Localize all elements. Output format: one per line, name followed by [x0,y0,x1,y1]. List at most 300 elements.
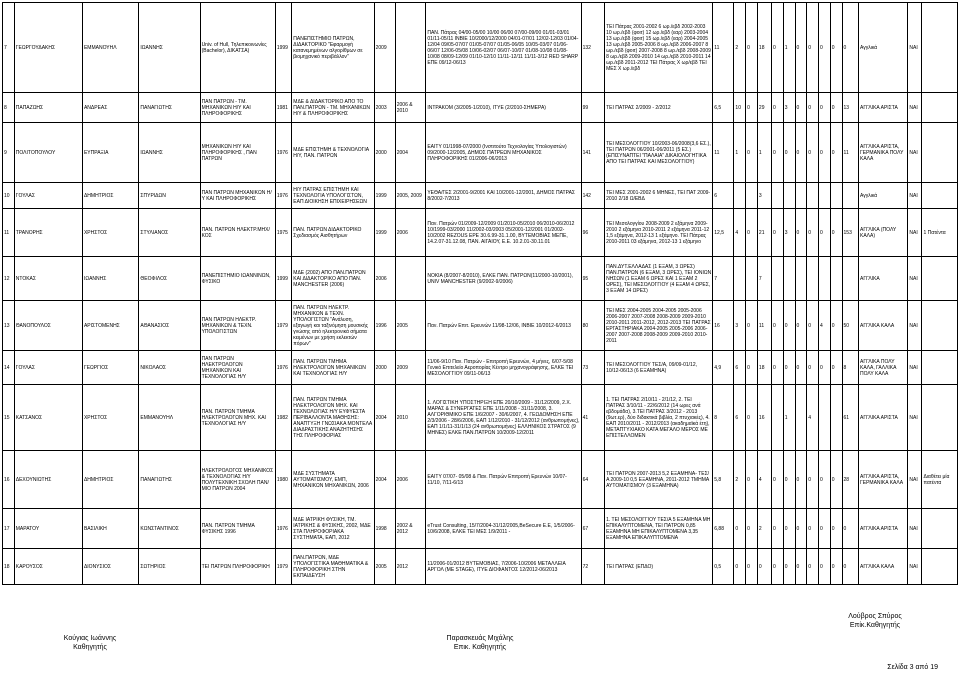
cell-surname: ΤΡΑΝΟΡΗΣ [14,209,82,257]
cell-n6: 0 [795,509,807,549]
cell-degree-year: 1979 [275,549,291,585]
cell-no: 14 [3,351,15,385]
cell-n4: 0 [772,209,784,257]
cell-teaching: ΠΑΝ.ΔΥΤ.ΕΛΛΑΔΑΣ (1 ΕΞΑΜ, 3 ΩΡΕΣ) ΠΑΝ.ΠΑΤΡΩΝ (6 ΕΞΑΜ, 3 ΩΡΕΣ), ΤΕΙ ΙΟΝΙΩΝ ΝΗΣΩΝ (1 ΕΞΑΜ 6 ΩΡΕΣ ΚΑΙ 1 ΕΞΑΜ 2 ΩΡΕΣ), ΤΕΙ ΜΕΣΟΛΟΓΓΙΟΥ (4 ΕΞΑΜ 4 ΩΡΕΣ, 3 ΕΞΑΜ 14 ΩΡΕΣ) [605,257,713,301]
cell-teaching-pts: 16 [713,301,734,351]
cell-n6: 0 [795,451,807,509]
cell-no: 13 [3,301,15,351]
table-row [3,509,958,549]
cell-teaching-pts: 8 [713,385,734,451]
cell-eligible: ΝΑΙ [908,209,922,257]
cell-degree-year: 1976 [275,123,291,183]
cell-note [922,301,958,351]
cell-n3: 29 [757,93,771,123]
cell-no: 9 [3,123,15,183]
cell-extra-year [395,257,426,301]
cell-experience-pts: 73 [581,351,605,385]
cell-n9 [830,183,842,209]
cell-n1: 2 [734,451,746,509]
cell-languages: ΑΓΓΛΙΚΑ ΚΑΛΑ [858,549,907,585]
cell-n6: 0 [795,301,807,351]
cell-n4: 0 [772,93,784,123]
signature-center-title: Επικ. Καθηγητής [453,644,507,651]
cell-n10: 11 [842,123,858,183]
cell-degree: ΠΑΝ ΠΑΤΡΩΝ ΜΗΧΑΝΙΚΩΝ Η/Υ ΚΑΙ ΠΛΗΡΟΦΟΡΙΚΗΣ [200,183,275,209]
cell-n5 [783,257,795,301]
cell-languages: ΑΓΓΛΙΚΑ ΠΟΛΥ ΚΑΛΑ, ΓΑΛΛΙΚΑ ΠΟΛΥ ΚΑΛΑ [858,351,907,385]
cell-degree: ΤΕΙ ΠΑΤΡΩΝ ΠΛΗΡΟΦΟΡΙΚΗ [200,549,275,585]
signature-center [420,634,540,652]
cell-n7: 0 [807,451,819,509]
cell-n8: 0 [819,209,831,257]
cell-n4 [772,385,784,451]
cell-eligible: ΝΑΙ [908,123,922,183]
cell-languages: ΑΓΓΛΙΚΑ [858,257,907,301]
cell-postgrad: ΜΔΕ ΙΑΤΡΙΚΗ ΦΥΣΙΚΗ, ΤΜ. ΙΑΤΡΙΚΗΣ & ΦΥΣΙΚΗΣ, 2002, ΜΔΕ ΣΤΑ ΠΛΗΡΟΦΟΡΙΑΚΑ ΣΥΣΤΗΜΑΤΑ, ΕΑΠ, 2012 [292,509,374,549]
cell-father: ΙΩΑΝΝΗΣ [139,3,200,93]
cell-n1: 0 [734,549,746,585]
cell-no: 16 [3,451,15,509]
cell-teaching-pts: 7 [713,257,734,301]
cell-postgrad: ΠΑΝ. ΠΑΤΡΩΝ ΤΜΗΜΑ ΗΛΕΚΤΡΟΛΟΓΩΝ ΜΗΧ. ΚΑΙ ΤΕΧΝΟΛΟΓΙΑΣ Η/Υ ΕΥΦΥΕΣΤΑ ΠΕΡΙΒΑΛΛΟΝΤΑ ΜΑΘΗΣΗΣ: ΑΝΑΠΤΥΞΗ ΓΝΩΣΙΑΚΑ ΜΟΝΤΕΛΑ ΔΙΑΔΡΑΣΤΙΚΗΣ ΑΝΑΖΗΤΗΣΗΣ ΤΗΣ ΠΛΗΡΟΦΟΡΙΑΣ [292,385,374,451]
cell-surname: ΠΑΠΑΖΩΗΣ [14,93,82,123]
cell-experience: ΥΕΘΑ/ΓΕΣ 2/2001-9/2001 ΚΑΙ 10/2001-12/2001, ΔΗΜΟΣ ΠΑΤΡΑΣ 8/2002-7/2013 [426,183,581,209]
cell-n7 [807,257,819,301]
cell-teaching: ΤΕΙ ΠΑΤΡΑΣ (ΕΠΔΟ) [605,549,713,585]
cell-postgrad: ΠΑΝΕΠΙΣΤΗΜΙΟ ΠΑΤΡΩΝ, ΔΙΔΑΚΤΟΡΙΚΟ "Εφαρμογή κατανεμημένων αλγορίθμων σε βιομηχανικό περιβάλλον" [292,3,374,93]
cell-degree: ΠΑΝ. ΠΑΤΡΩΝ ΤΜΗΜΑ ΦΥΣΙΚΗΣ 1996 [200,509,275,549]
cell-note [922,3,958,93]
cell-n10 [842,257,858,301]
cell-n8: 0 [819,3,831,93]
cell-teaching: ΤΕΙ Πάτρας 2001-2002 6 ωρ./εβδ 2002-2003 10 ωρ./εβδ (φοιτ) 12 ωρ./εβδ (εαρ) 2003-2004 13 ωρ./εβδ (φοιτ) 15 ωρ./εβδ (εαρ) 2004-2005 13 ωρ./εβδ 2005-2006 8 ωρ./εβδ 2006-2007 8 ωρ./εβδ (φοιτ) 2007-2008 8 ωρ./εβδ 2008-2009 8 ωρ./εβδ 2009-2010 14 ωρ./εβδ 2010-2011 14 ωρ./εβδ 2011-2012 ΤΕΙ Πάτρας Χ ωρ/εβδ ΤΕΙ ΜΕΣ Χ ωρ./εβδ [605,3,713,93]
cell-experience: ΠΑΝ. Πάτρας 04/00-05/00 10/00 06/00 07/00-09/00 01/01-03/01 01/11-05/11 ΙΝΒΙΕ 10/2000/12/2000 04/01-07/01 12/02-12/03 01/04-12/04 09/05-07/07 01/05-07/07 01/05-06/05 10/05-03/07 01/06-06/07 12/06-05/08 10/06-02/07 06/07-10/07 01/08-10/08 01/08-10/08 08/09-12/09 01/10-12/10 11/11-12/11 11/11-3/12 RED SHARP ΕΠΕ 09/12-06/13 [426,3,581,93]
cell-n5: 0 [783,301,795,351]
cell-n9: 0 [830,123,842,183]
cell-eligible: ΝΑΙ [908,385,922,451]
cell-postgrad: Η/Υ ΠΑΤΡΑΣ ΕΠΙΣΤΗΜΗ ΚΑΙ ΤΕΧΝΟΛΟΓΙΑ ΥΠΟΛΟΓΙΣΤΩΝ, ΕΑΠ ΔΙΟΙΚΗΣΗ ΕΠΙΧΕΙΡΗΣΕΩΝ [292,183,374,209]
cell-extra-year [395,3,426,93]
signature-center-name: Παρασκευάς Μιχάλης [446,635,514,642]
cell-experience-pts: 141 [581,123,605,183]
cell-eligible: ΝΑΙ [908,93,922,123]
cell-n1: 2 [734,3,746,93]
candidates-table [2,2,958,585]
cell-n7 [807,183,819,209]
cell-experience: 11/06-9/10 Παν. Πατρών - Επιτροπή Ερευνών, 4 μήνες, 6/07-5/08 Γενικό Επιτελείο Αεροπορίας Κέντρο μηχανογράφησης, ΕΛΚΕ ΤΕΙ ΜΕΣΟΛΟΓΓΙΟΥ 09/11-06/13 [426,351,581,385]
cell-degree: Univ. of Hull, Τηλεπικοινωνίες (Bachelor), ΔΙΚΑΤΣΑ) [200,3,275,93]
signature-left-name: Κούγιας Ιωάννης [63,635,117,642]
cell-languages: ΑΓΓΛΙΚΑ (ΠΟΛΥ ΚΑΛΑ) [858,209,907,257]
cell-n7: 0 [807,3,819,93]
cell-note: 1 Πατέντα [922,209,958,257]
cell-n8: 0 [819,549,831,585]
cell-n4 [772,257,784,301]
cell-note [922,385,958,451]
cell-experience-pts: 72 [581,549,605,585]
cell-n2: 0 [746,301,758,351]
cell-postgrad-year: 2006 [374,257,395,301]
cell-teaching-pts: 4,9 [713,351,734,385]
cell-extra-year: 2005, 2009 [395,183,426,209]
cell-n3: 2 [757,509,771,549]
table-row [3,123,958,183]
cell-father: ΣΤΥΛΙΑΝΟΣ [139,209,200,257]
cell-postgrad-year: 2003 [374,93,395,123]
cell-name: ΑΝΔΡΕΑΣ [82,93,138,123]
cell-surname: ΜΑΡΑΤΟΥ [14,509,82,549]
cell-father: ΠΑΝΑΓΙΩΤΗΣ [139,451,200,509]
cell-note [922,509,958,549]
cell-n10: 28 [842,451,858,509]
cell-n2: 0 [746,451,758,509]
cell-n7: 0 [807,549,819,585]
table-row [3,451,958,509]
cell-n5: 0 [783,351,795,385]
cell-name: ΔΙΟΝΥΣΙΟΣ [82,549,138,585]
cell-n2 [746,257,758,301]
cell-postgrad: ΠΑΝ. ΠΑΤΡΩΝ ΤΜΗΜΑ ΗΛΕΚΤΡΟΛΟΓΩΝ ΜΗΧΑΝΙΚΩΝ ΚΑΙ ΤΕΧΝΟΛΟΓΙΑΣ Η/Υ [292,351,374,385]
cell-n9: 0 [830,301,842,351]
cell-extra-year: 2006 [395,209,426,257]
cell-postgrad-year: 2004 [374,451,395,509]
cell-n8: 0 [819,123,831,183]
cell-n6: 0 [795,93,807,123]
cell-n1 [734,257,746,301]
cell-experience-pts: 41 [581,385,605,451]
cell-eligible: ΝΑΙ [908,257,922,301]
cell-degree: ΠΑΝ ΠΑΤΡΩΝ ΗΛΕΚΤΡΟΛΟΓΩΝ ΜΗΧΑΝΙΚΩΝ ΚΑΙ ΤΕΧΝΟΛΟΓΙΑΣ Η/Υ [200,351,275,385]
cell-n6 [795,257,807,301]
cell-n10: 0 [842,509,858,549]
table-row [3,549,958,585]
cell-n9 [830,385,842,451]
cell-name: ΧΡΗΣΤΟΣ [82,209,138,257]
cell-name: ΔΗΜΗΤΡΙΟΣ [82,451,138,509]
cell-surname: ΠΟΛΙΤΟΠΟΥΛΟΥ [14,123,82,183]
cell-note [922,123,958,183]
cell-surname: ΓΕΩΡΓΟΥΔΑΚΗΣ [14,3,82,93]
signature-left [30,634,150,652]
cell-postgrad: ΠΑΝ. ΠΑΤΡΩΝ ΔΙΔΑΚΤΟΡΙΚΟ Σχεδιασμός Αισθητήρων [292,209,374,257]
cell-note [922,183,958,209]
cell-languages: Αγγλικά [858,3,907,93]
cell-postgrad: ΜΔΕ ΣΥΣΤΗΜΑΤΑ ΑΥΤΟΜΑΤΙΣΜΟΥ, ΕΜΠ, ΜΗΧΑΝΙΚΩΝ ΜΗΧΑΝΙΚΩΝ, 2006 [292,451,374,509]
cell-teaching-pts: 6,88 [713,509,734,549]
cell-no: 8 [3,93,15,123]
cell-teaching: ΤΕΙ ΠΑΤΡΩΝ 2007-2013 5,2 ΕΞΑΜΗΝΑ- ΤΕΣ/Α 2009-10 0,5 ΕΞΑΜΗΝΑ, 2011-2012 ΤΜΗΜΑ ΑΥΤΟΜΑΤΙΣΜΟΥ (3 ΕΞΑΜΗΝΑ) [605,451,713,509]
cell-n9 [830,257,842,301]
cell-eligible: ΝΑΙ [908,351,922,385]
table-row [3,385,958,451]
cell-n1: 6 [734,351,746,385]
cell-postgrad-year: 2004 [374,385,395,451]
cell-name: ΓΕΩΡΓΙΟΣ [82,351,138,385]
cell-extra-year: 2006 & 2010 [395,93,426,123]
cell-experience-pts: 132 [581,3,605,93]
cell-experience: Παν. Πατρών 01/2009-12/2009 01/2010-05/2010 06/2010-06/2012 10/1999-03/2000 11/2002-03/2003 05/2001-12/2001 01/2002-10/2002 REZOUS EPE 30.6.99-31.1.00, ΒΥΤΕΜΟΒΙΑΣ ΜΕΠΕ, 14.2.07-31.12.08, ΠΑΝ. ΑΙΓΑΙΟΥ, Ε.Ε. 10.2.01-30.11.01 [426,209,581,257]
cell-father: ΕΜΜΑΝΟΥΗΛ [139,385,200,451]
cell-n8 [819,385,831,451]
cell-experience-pts: 96 [581,209,605,257]
cell-n7: 0 [807,93,819,123]
cell-n7: 0 [807,351,819,385]
cell-postgrad: ΜΔΕ (2002) ΑΠΟ ΠΑΝ.ΠΑΤΡΩΝ ΚΑΙ ΔΙΔΑΚΤΟΡΙΚΟ ΑΠΟ ΠΑΝ. MANCHESTER (2006) [292,257,374,301]
cell-n4: 0 [772,123,784,183]
cell-teaching: ΤΕΙ ΜΕΣΟΛΟΓΓΙΟΥ 10/2003-06/2008(3,6 ΕΣ.), ΤΕΙ ΠΑΤΡΩΝ 06/2001-06/2011 (5 ΕΣ.) (ΕΠΙΣΥΝΑΠΤΕΙ "ΠΑΛΑΙΑ" ΔΙΚΑΙΟΛΟΓΗΤΙΚΑ ΑΠΟ ΤΕΙ ΠΑΤΡΑΣ ΚΑΙ ΜΕΣΟΛΟΓΓΙΟΥ) [605,123,713,183]
cell-teaching: ΤΕΙ ΜΕΣ 2001-2002 6 ΜΗΝΕΣ, ΤΕΙ ΠΑΤ 2009-2010 2/18 Ω/ΕΒΔ [605,183,713,209]
cell-n5: 1 [783,385,795,451]
cell-experience-pts: 80 [581,301,605,351]
signature-left-title: Καθηγητής [73,644,107,651]
cell-n3: 3 [757,183,771,209]
cell-degree-year: 1981 [275,93,291,123]
cell-father: ΑΘΑΝΑΣΙΟΣ [139,301,200,351]
cell-name: ΔΗΜΗΤΡΙΟΣ [82,183,138,209]
cell-extra-year: 2002 & 2012 [395,509,426,549]
cell-n9: 0 [830,3,842,93]
cell-surname: ΚΑΤΣΑΝΟΣ [14,385,82,451]
cell-degree-year: 1979 [275,301,291,351]
cell-n7: 4 [807,385,819,451]
cell-n2: 0 [746,3,758,93]
cell-n3: 16 [757,385,771,451]
cell-eligible: ΝΑΙ [908,183,922,209]
cell-degree: ΠΑΝ ΠΑΤΡΩΝ ΗΛΕΚΤΡ. ΜΗΧΑΝΙΚΩΝ & ΤΕΧΝ. ΥΠΟΛΟΓΙΣΤΩΝ [200,301,275,351]
cell-n10: 8 [842,351,858,385]
cell-extra-year: 2010 [395,385,426,451]
cell-n1: 6 [734,385,746,451]
cell-postgrad-year: 2005 [374,549,395,585]
cell-experience: 1. ΛΟΓΙΣΤΙΚΗ ΥΠΟΣΤΗΡΙΞΗ ΕΠΕ 20/10/2009 - 31/12/2009, 2.Χ. ΜΑΡΑΣ & ΣΥΝΕΡΓΑΤΕΣ ΕΠΕ 1/11/2008 - 31/11/2008, 3. ΑΛΓΟΡΙΘΜΙΚΟ ΕΠΕ 1/6/2007 - 30/6/2007, 4. ΓΕΩΔΟΜΗΣΗ ΕΠΕ 2/3/2006 - 28/6/2006, ΕΑΠ 1/12/2010 - 31/12/2012 (ανθρωπομήνες), ΕΑΠ 1/1/11-31/1/13 (24 ανθρωπομήνες) ΕΛΛΗΝΙΚΟΣ ΣΤΡΑΤΟΣ (9 ΜΗΝΕΣ) ΕΛΚΕ ΠΑΝ.ΠΑΤΡΩΝ 10/2009-12/2011 [426,385,581,451]
cell-n1: 0 [734,509,746,549]
cell-languages: ΑΓΓΛΙΚΑ ΑΡΙΣΤΑ, ΓΕΡΜΑΝΙΚΑ ΚΑΛΑ [858,451,907,509]
cell-postgrad-year: 2000 [374,351,395,385]
table-row [3,209,958,257]
cell-n4: 0 [772,301,784,351]
cell-n1: 10 [734,93,746,123]
cell-n7: 0 [807,509,819,549]
cell-name: ΙΩΑΝΝΗΣ [82,257,138,301]
cell-no: 18 [3,549,15,585]
cell-n5: 0 [783,509,795,549]
cell-surname: ΚΑΡΟΥΣΟΣ [14,549,82,585]
cell-n6: 0 [795,549,807,585]
cell-no: 7 [3,3,15,93]
table-row [3,301,958,351]
cell-postgrad-year: 1999 [374,183,395,209]
cell-n10: 0 [842,549,858,585]
cell-n2: 0 [746,351,758,385]
cell-experience: ΙΝΤΡΑΚΟΜ (3/2005-1/2010), ΙΤΥΕ (2/2010-ΣΗΜΕΡΑ) [426,93,581,123]
cell-degree: ΜΗΧΑΝΙΚΩΝ Η/Υ ΚΑΙ ΠΛΗΡΟΦΟΡΙΚΗΣ , ΠΑΝ ΠΑΤΡΩΝ [200,123,275,183]
cell-degree-year: 1976 [275,183,291,209]
cell-teaching: ΤΕΙ ΜΕΣΟΛΟΓΓΙΟΥ ΤΕΣ/Α, 09/09-01/12, 10/12-06/13 (6 ΕΞΑΜΗΝΑ) [605,351,713,385]
cell-postgrad-year: 2000 [374,123,395,183]
cell-n3: 18 [757,351,771,385]
cell-n3: 7 [757,257,771,301]
cell-n3: 11 [757,301,771,351]
cell-n6 [795,385,807,451]
table-row [3,183,958,209]
cell-extra-year: 2009 [395,351,426,385]
cell-surname: ΝΤΟΚΑΣ [14,257,82,301]
cell-n4: 0 [772,451,784,509]
cell-n4: 0 [772,549,784,585]
cell-no: 12 [3,257,15,301]
cell-languages: ΑΓΓΛΙΚΑ ΑΡΙΣΤΑ [858,509,907,549]
cell-degree-year: 1975 [275,209,291,257]
cell-n4: 0 [772,3,784,93]
cell-experience: NOKIA (8/2007-8/2010), ΕΛΚΕ ΠΑΝ. ΠΑΤΡΩΝ(11/2000-10/2001), UNIV MANCHESTER (9/2002-9/2006) [426,257,581,301]
cell-teaching-pts: 11 [713,3,734,93]
cell-languages: ΑΓΓΛΙΚΑ ΚΑΛΑ [858,301,907,351]
cell-name: ΒΑΣΙΛΙΚΗ [82,509,138,549]
cell-name: ΕΥΠΡΑΞΙΑ [82,123,138,183]
cell-n10: 61 [842,385,858,451]
cell-n9: 0 [830,209,842,257]
cell-n4: 0 [772,509,784,549]
cell-no: 17 [3,509,15,549]
cell-postgrad-year: 1999 [374,209,395,257]
cell-father: ΠΑΝΑΓΙΩΤΗΣ [139,93,200,123]
cell-note [922,351,958,385]
cell-n3: 18 [757,3,771,93]
signature-right-name: Λούβρος Σπύρος [848,613,902,620]
cell-teaching-pts: 6 [713,183,734,209]
cell-teaching-pts: 11 [713,123,734,183]
cell-surname: ΔΕΧΟΥΝΙΩΤΗΣ [14,451,82,509]
cell-n1: 1 [734,123,746,183]
cell-n8 [819,257,831,301]
cell-degree: ΠΑΝ. ΠΑΤΡΩΝ ΤΜΗΜΑ ΗΛΕΚΤΡΟΛΟΓΩΝ ΜΗΧ. ΚΑΙ ΤΕΧΝΟΛΟΓΙΑΣ Η/Υ [200,385,275,451]
cell-degree-year: 1999 [275,257,291,301]
cell-degree-year: 1976 [275,351,291,385]
cell-note [922,93,958,123]
cell-postgrad-year: 2009 [374,3,395,93]
cell-n7: 0 [807,123,819,183]
cell-n9: 0 [830,509,842,549]
cell-surname: ΓΟΥΛΑΣ [14,351,82,385]
cell-n2: 0 [746,549,758,585]
cell-n5: 0 [783,123,795,183]
cell-eligible: ΝΑΙ [908,3,922,93]
cell-n8: 0 [819,351,831,385]
cell-n10 [842,183,858,209]
cell-degree: ΠΑΝ ΠΑΤΡΩΝ - ΤΜ. ΜΗΧΑΝΙΚΩΝ Η/Υ ΚΑΙ ΠΛΗΡΟΦΟΡΙΚΗΣ [200,93,275,123]
cell-eligible: ΝΑΙ [908,301,922,351]
cell-degree-year: 1999 [275,3,291,93]
cell-teaching-pts: 12,5 [713,209,734,257]
cell-degree: ΠΑΝΕΠΙΣΤΗΜΙΟ ΙΩΑΝΝΙΝΩΝ, ΦΥΣΙΚΟ [200,257,275,301]
cell-n4: 0 [772,351,784,385]
cell-n9: 0 [830,451,842,509]
cell-degree-year: 1982 [275,385,291,451]
cell-n8: 0 [819,451,831,509]
cell-experience: ΕΑΙΤΥ 07/07- 05/08 & Παν. Πατρών Επιτροπή Ερευνών 10/07-11/10, 7/11-6/13 [426,451,581,509]
cell-n1: 3 [734,301,746,351]
cell-n5: 0 [783,549,795,585]
cell-extra-year: 2012 [395,549,426,585]
cell-father: ΚΩΝΣΤΑΝΤΙΝΟΣ [139,509,200,549]
cell-teaching: ΤΕΙ ΠΑΤΡΑΣ 2/2009 - 2/2012 [605,93,713,123]
cell-teaching-pts: 6,5 [713,93,734,123]
cell-name: ΑΡΙΣΤΟΜΕΝΗΣ [82,301,138,351]
cell-n5 [783,183,795,209]
cell-n2: 0 [746,209,758,257]
cell-n3: 0 [757,549,771,585]
cell-n8: 4 [819,301,831,351]
cell-teaching-pts: 5,8 [713,451,734,509]
cell-note [922,549,958,585]
cell-name: ΕΜΜΑΝΟΥΗΛ [82,3,138,93]
cell-degree-year: 1980 [275,451,291,509]
page-number: Σελίδα 3 από 19 [887,664,938,671]
cell-father: ΝΙΚΟΛΑΟΣ [139,351,200,385]
cell-degree-year: 1976 [275,509,291,549]
cell-degree: ΗΛΕΚΤΡΟΛΟΓΟΣ ΜΗΧΑΝΙΚΟΣ & ΤΕΧΝΟΛΟΓΙΑΣ Η/Υ ΠΟΛΥΤΕΧΝΙΚΗ ΣΧΟΛΗ ΠΑΝ/ΜΙΟ ΠΑΤΡΩΝ 2004 [200,451,275,509]
cell-n9: 0 [830,93,842,123]
cell-n1 [734,183,746,209]
table-row [3,3,958,93]
cell-n6: 0 [795,3,807,93]
cell-n6: 0 [795,209,807,257]
cell-postgrad-year: 1996 [374,301,395,351]
cell-extra-year: 2006 [395,451,426,509]
cell-extra-year: 2004 [395,123,426,183]
cell-no: 11 [3,209,15,257]
cell-no: 15 [3,385,15,451]
cell-teaching: 1. ΤΕΙ ΜΕΣΟΛΟΓΓΙΟΥ ΤΕΣ/Α 5 ΕΞΑΜΗΝΑ ΜΗ ΕΠΙΚΑΛΥΠΤΟΜΕΝΑ, ΤΕΙ ΠΑΤΡΩΝ 0,85 ΕΞΑΜΗΝΑ ΜΗ ΕΠΙΚΑΛΥΠΤΟΜΕΝΑ 3,35 ΕΞΑΜΗΝΑ ΕΠΙΚΑΛΥΠΤΟΜΕΝΑ [605,509,713,549]
cell-n1: 4 [734,209,746,257]
cell-experience-pts: 95 [581,257,605,301]
cell-n3: 1 [757,123,771,183]
cell-n5: 3 [783,209,795,257]
cell-n9: 0 [830,549,842,585]
cell-n8 [819,183,831,209]
cell-note [922,257,958,301]
cell-postgrad: ΠΑΝ.ΠΑΤΡΩΝ, ΜΔΕ ΥΠΟΛΟΓΙΣΤΙΚΑ ΜΑΘΗΜΑΤΙΚΑ & ΠΛΗΡΟΦΟΡΙΚΗ ΣΤΗΝ ΕΚΠΑΙΔΕΥΣΗ [292,549,374,585]
cell-languages: ΑΓΓΛΙΚΑ ΑΡΙΣΤΑ [858,93,907,123]
cell-experience-pts: 99 [581,93,605,123]
cell-n3: 4 [757,451,771,509]
table-row [3,351,958,385]
cell-experience-pts: 64 [581,451,605,509]
cell-languages: ΑΓΓΛΙΚΑ ΑΡΙΣΤΑ [858,385,907,451]
cell-n2: 0 [746,509,758,549]
cell-n10: 153 [842,209,858,257]
cell-surname: ΓΟΥΛΑΣ [14,183,82,209]
cell-father: ΣΠΥΡΙΔΩΝ [139,183,200,209]
cell-n2: 0 [746,385,758,451]
cell-n6: 0 [795,351,807,385]
cell-postgrad: ΜΔΕ & ΔΙΔΑΚΤΟΡΙΚΟ ΑΠΟ ΤΟ ΠΑΝ.ΠΑΤΡΩΝ - ΤΜ. ΜΗΧΑΝΙΚΩΝ Η/Υ & ΠΛΗΡΟΦΟΡΙΚΗΣ [292,93,374,123]
cell-n9: 0 [830,351,842,385]
cell-eligible: ΝΑΙ [908,451,922,509]
cell-n5: 3 [783,93,795,123]
table-row [3,93,958,123]
cell-n4 [772,183,784,209]
cell-n7: 0 [807,209,819,257]
cell-eligible: ΝΑΙ [908,509,922,549]
cell-surname: ΘΑΝΟΠΟΥΛΟΣ [14,301,82,351]
cell-n10: 13 [842,93,858,123]
cell-extra-year: 2005 [395,301,426,351]
signature-right [810,612,940,630]
cell-experience-pts: 67 [581,509,605,549]
cell-n6 [795,183,807,209]
cell-name: ΧΡΗΣΤΟΣ [82,385,138,451]
